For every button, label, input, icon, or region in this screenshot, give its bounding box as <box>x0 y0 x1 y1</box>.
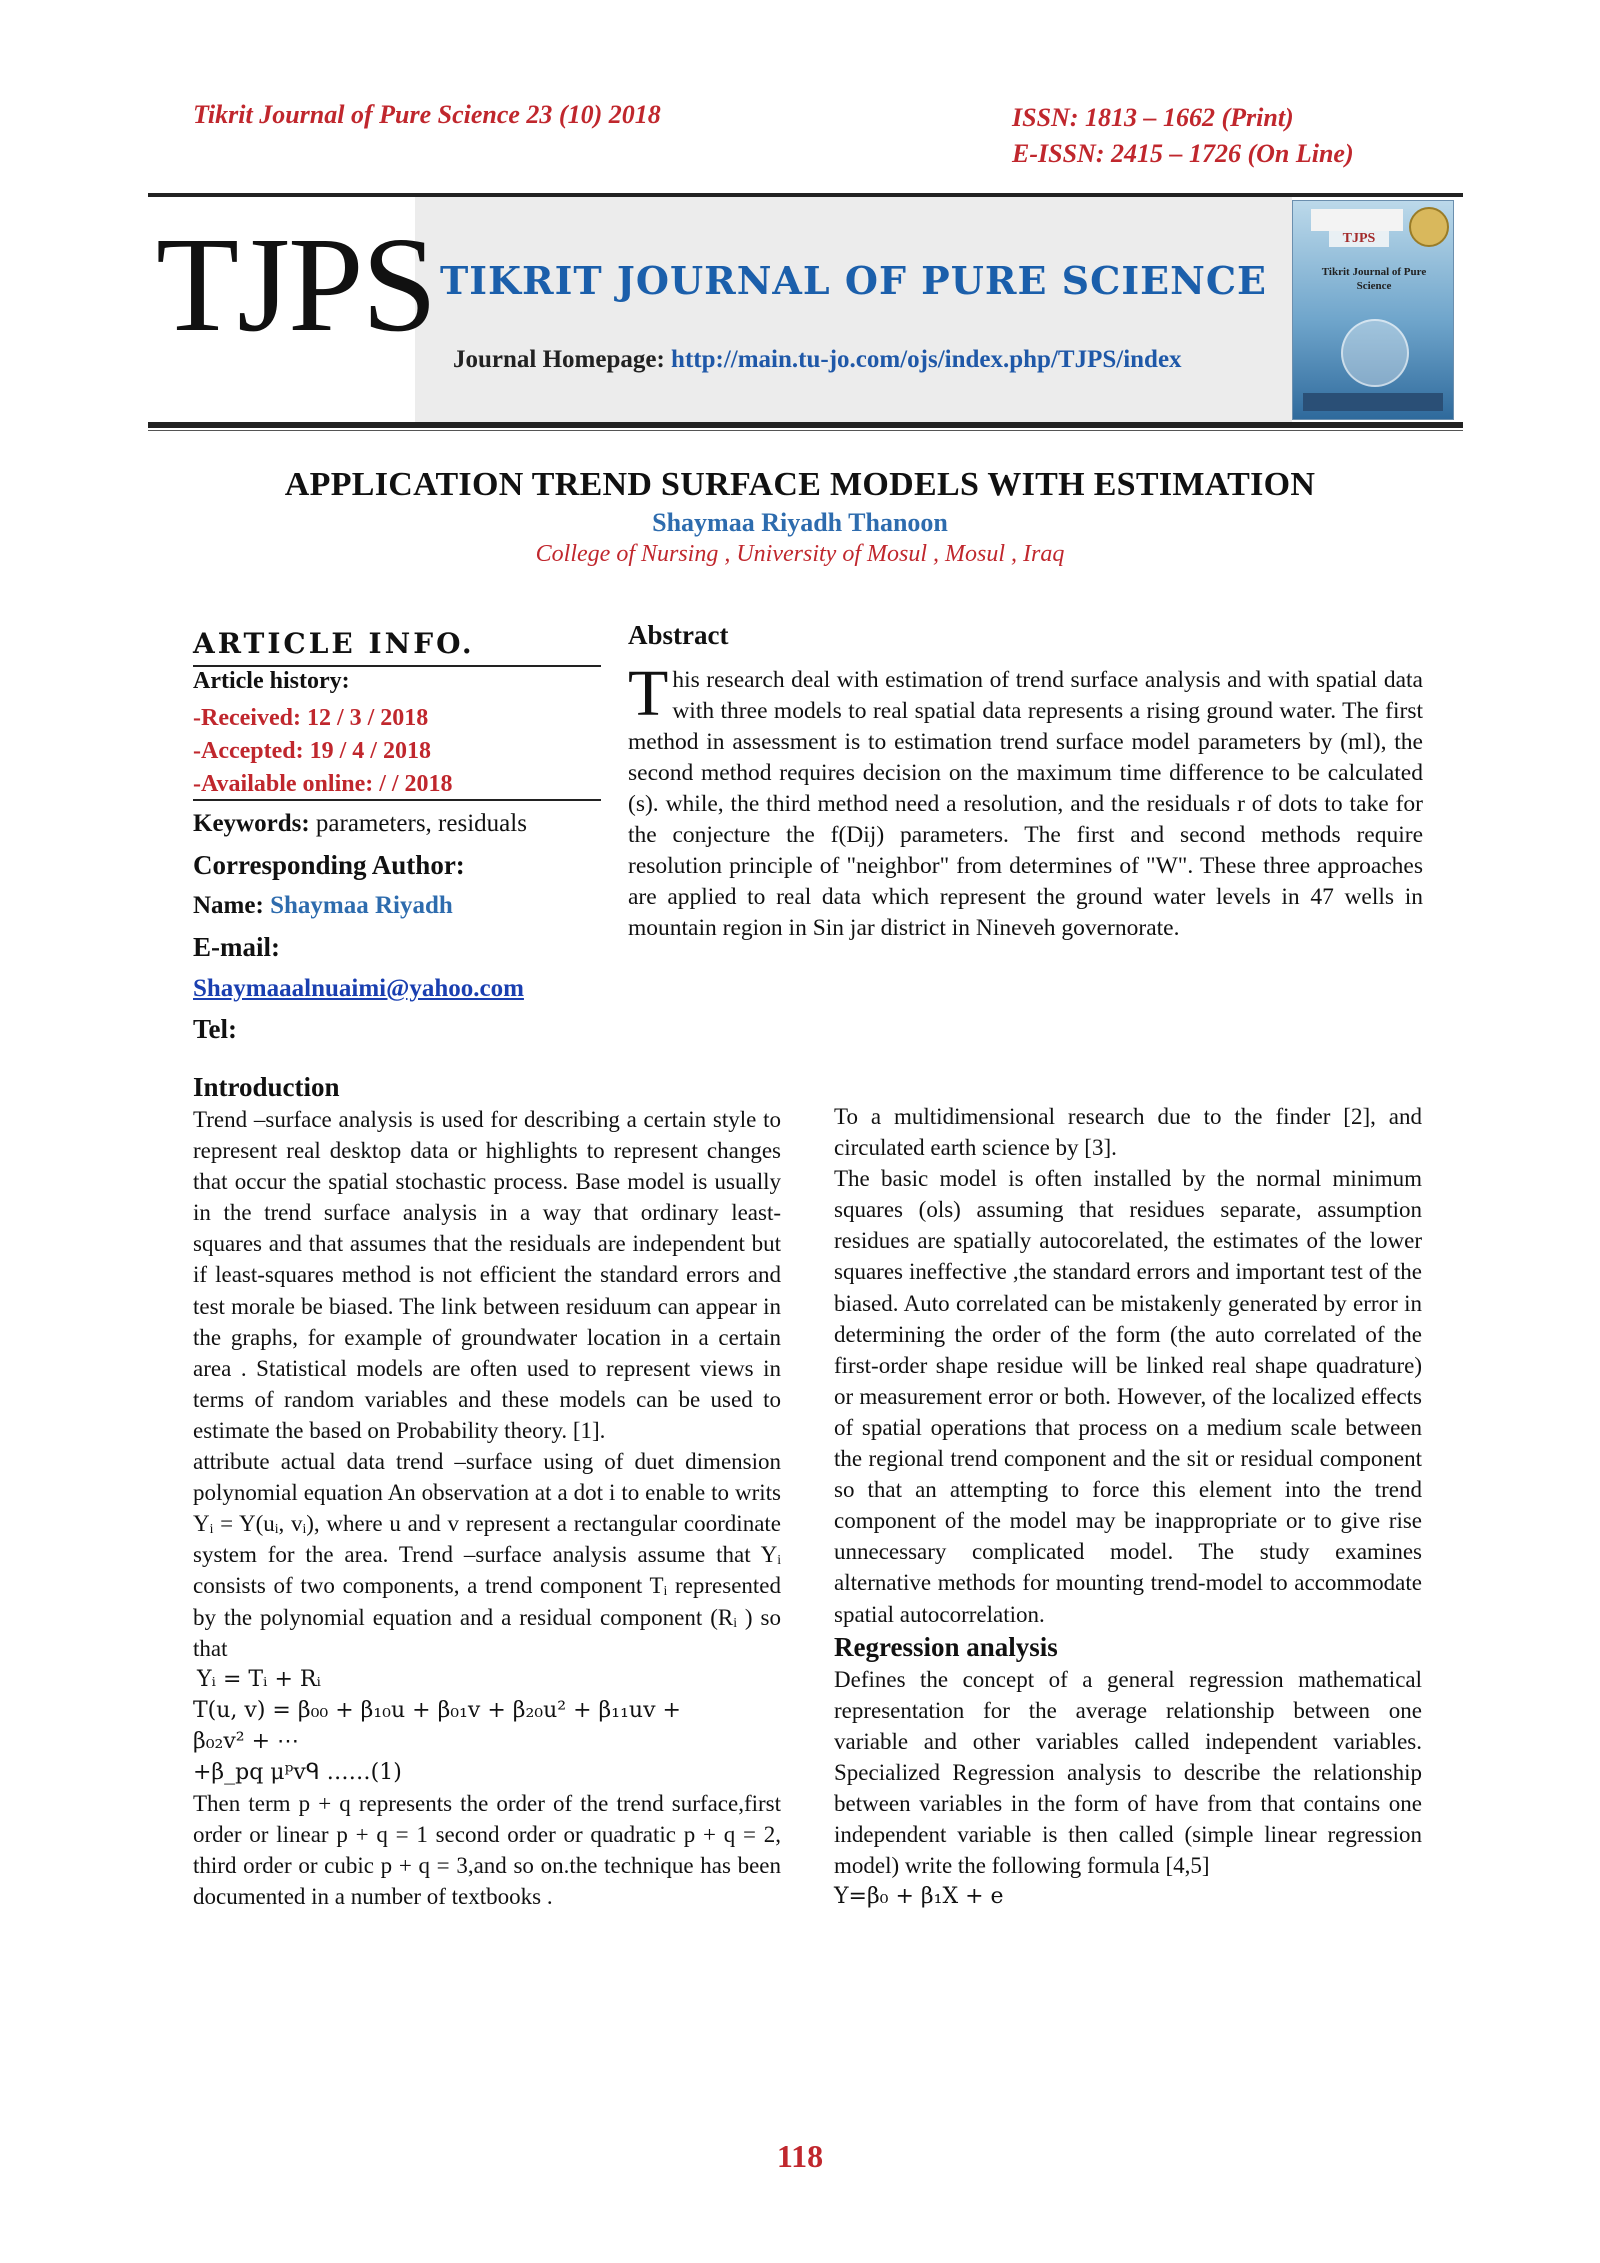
issn-online: E-ISSN: 2415 – 1726 (On Line) <box>1012 139 1354 168</box>
paper-author: Shaymaa Riyadh Thanoon <box>652 508 948 537</box>
date-accepted: -Accepted: 19 / 4 / 2018 <box>193 738 431 764</box>
abstract-dropcap: T <box>628 657 669 730</box>
journal-cover-image <box>1292 200 1454 420</box>
abstract-heading: Abstract <box>628 620 729 650</box>
homepage-label: Journal Homepage: <box>453 346 672 373</box>
name-value: Shaymaa Riyadh <box>270 892 453 919</box>
cover-tjps-label: TJPS <box>1329 231 1389 247</box>
cover-title: Tikrit Journal of Pure Science <box>1321 266 1427 292</box>
right-paragraph-1: To a multidimensional research due to the finder [2], and circulated earth science by [3]. <box>834 1104 1422 1161</box>
keywords-label: Keywords: <box>193 810 310 837</box>
regression-heading: Regression analysis <box>834 1631 1058 1662</box>
homepage-link[interactable]: http://main.tu-jo.com/ojs/index.php/TJPS/index <box>671 346 1182 373</box>
intro-paragraph-1: Trend –surface analysis is used for describing a certain style to represent real desktop data or highlights to represent changes that occur the spatial stochastic process. Base model is usually in the trend surface analysis in a way that ordinary least-squares and that assumes that the residuals are independent but if least-squares method is not efficient the standard errors and test morale be biased. The link between residuum can appear in the graphs, for example of groundwater location in a certain area . Statistical models are often used to represent views in terms of random variables and these models can be used to estimate the based on Probability theory. [1]. <box>193 1107 781 1443</box>
journal-name: TIKRIT JOURNAL OF PURE SCIENCE <box>439 258 1268 303</box>
article-info-rule-bottom <box>193 799 601 801</box>
equation-y: Yᵢ = Tᵢ + Rᵢ <box>197 1666 321 1692</box>
keywords-value: parameters, residuals <box>309 810 527 837</box>
intro-paragraph-3: Then term p + q represents the order of the trend surface,first order or linear p + q = 1 second order or quadratic p + q = 2, third order or cubic p + q = 3,and so on.the technique has been documented in a number of textbooks . <box>193 1791 781 1910</box>
running-header-issn <box>1012 100 1354 172</box>
cover-footer-strip <box>1303 393 1443 411</box>
author-name <box>193 892 453 920</box>
banner-background <box>415 197 1292 422</box>
running-header-journal: Tikrit Journal of Pure Science 23 (10) 2018 <box>193 100 661 129</box>
email-label: E-mail: <box>193 932 280 962</box>
equation-trend-2: β₀₂v² + ⋯ <box>193 1728 300 1754</box>
right-paragraph-2: The basic model is often installed by the normal minimum squares (ols) assuming that residues separate, assumption residues are spatially autocorelated, the estimates of the lower squares ineffective ,the standard errors and important test of the biased. Auto correlated can be mistakenly generated by error in determining the order of the form (the auto correlated of the first-order shape residue will be linked real shape quadrature) or measurement error or both. However, of the localized effects of spatial operations that process on a medium scale between the regional trend component and the sit or residual component so that an attempting to force this element into the trend component of the model may be inappropriate or to give rise unnecessary complicated model. The study examines alternative methods for mounting trend-model to accommodate spatial autocorrelation. <box>834 1166 1422 1627</box>
equation-trend-3: +β_pq μᵖvᑫ ……(1) <box>193 1759 402 1785</box>
email-link[interactable]: Shaymaaalnuaimi@yahoo.com <box>193 975 524 1002</box>
article-history-label: Article history: <box>193 668 350 694</box>
keywords <box>193 810 527 838</box>
journal-logo: TJPS <box>156 210 436 360</box>
article-info-heading: ARTICLE INFO. <box>193 627 475 660</box>
university-seal-icon <box>1409 207 1449 247</box>
date-received: -Received: 12 / 3 / 2018 <box>193 705 429 731</box>
name-label: Name: <box>193 892 271 919</box>
body-column-right <box>834 1101 1422 1912</box>
introduction-heading: Introduction <box>193 1072 340 1102</box>
corresponding-author-label: Corresponding Author: <box>193 850 465 880</box>
article-dates <box>193 702 453 801</box>
date-available: -Available online: / / 2018 <box>193 771 453 797</box>
banner-bottom-rule-thin <box>148 430 1463 431</box>
body-column-left <box>193 1070 781 1912</box>
banner-bottom-rule <box>148 422 1463 428</box>
paper-title: APPLICATION TREND SURFACE MODELS WITH ESTIMATION <box>284 466 1316 503</box>
tel-label: Tel: <box>193 1014 238 1044</box>
intro-paragraph-2: attribute actual data trend –surface using of duet dimension polynomial equation An observation at a dot i to enable to writs Yᵢ = Y(uᵢ, vᵢ), where u and v represent a rectangular coordinate system for the area. Trend –surface analysis assume that Yᵢ consists of two components, a trend component Tᵢ represented by the polynomial equation and a residual component (Rᵢ ) so that <box>193 1449 781 1661</box>
equation-regression: Y=β₀ + β₁X + e <box>834 1884 1004 1910</box>
right-paragraph-3: Defines the concept of a general regression mathematical representation for the average relationship between one variable and other variables called independent variables. Specialized Regression analysis to describe the relationship between variables in the form of have from that contains one independent variable is then called (simple linear regression model) write the following formula [4,5] <box>834 1666 1422 1879</box>
cover-emblem-icon <box>1341 319 1409 387</box>
journal-homepage <box>453 346 1182 374</box>
cover-header-strip <box>1311 209 1403 231</box>
article-info-rule-top <box>193 665 601 667</box>
equation-trend-1: T(u, v) = β₀₀ + β₁₀u + β₀₁v + β₂₀u² + β₁₁uv + <box>193 1697 681 1723</box>
issn-print: ISSN: 1813 – 1662 (Print) <box>1012 103 1294 132</box>
abstract-text: his research deal with estimation of trend surface analysis and with spatial data with three models to real spatial data represents a rising ground water. The first method in assessment is to estimation trend surface model parameters by (ml), the second method requires decision on the maximum time difference to be calculated (s). while, the third method need a resolution, and the residuals r of dots to take for the conjecture the f(Dij) parameters. The first and second methods require resolution principle of "neighbor" from determines of "W". These three approaches are applied to real data which represent the ground water levels in 47 wells in mountain region in Sin jar district in Nineveh governorate. <box>628 667 1423 941</box>
paper-affiliation: College of Nursing , University of Mosul , Mosul , Iraq <box>535 541 1065 567</box>
page-number: 118 <box>776 2138 824 2174</box>
abstract-body <box>628 657 1423 944</box>
